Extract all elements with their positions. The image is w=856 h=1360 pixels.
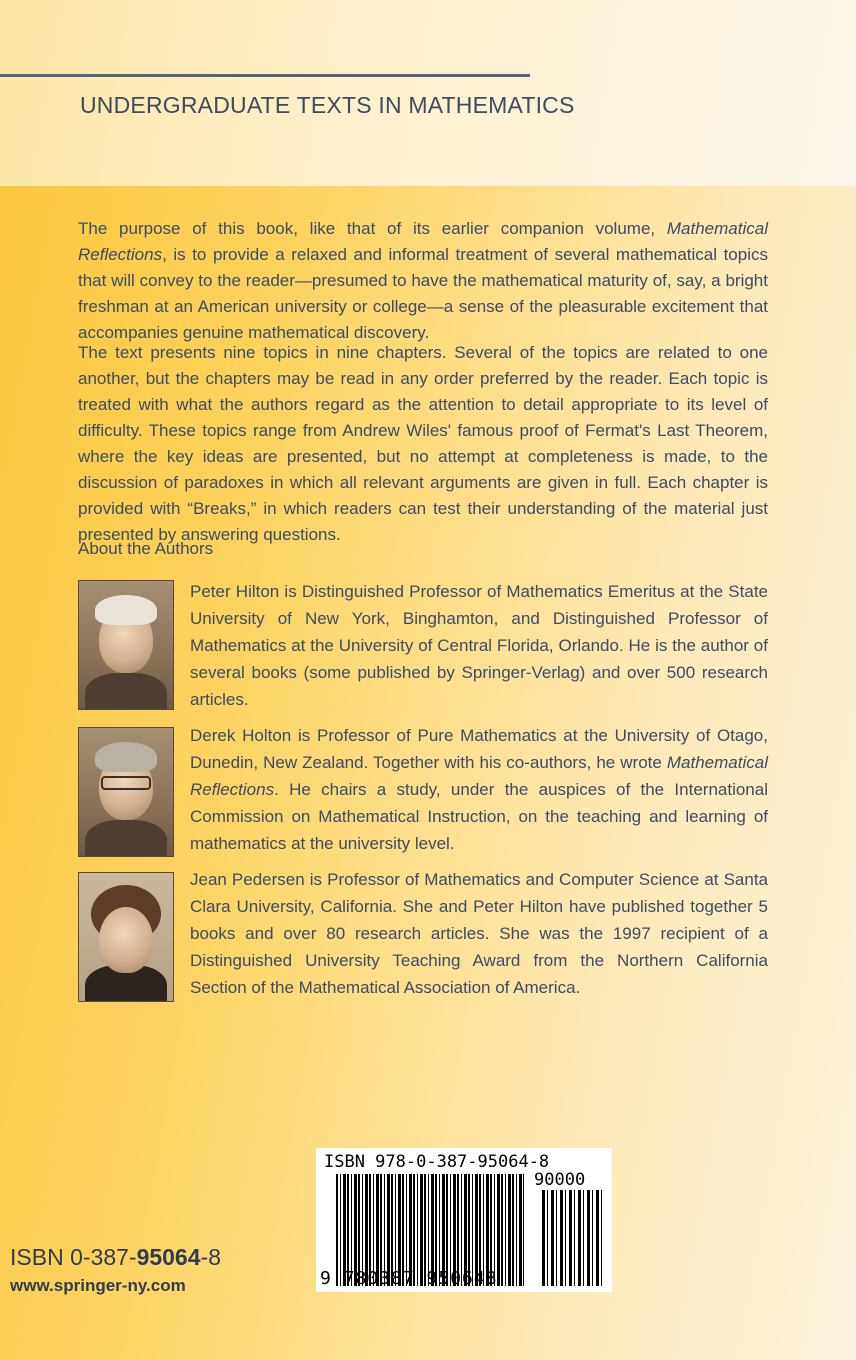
- about-authors-heading: About the Authors: [78, 539, 214, 558]
- author-bio-holton: [190, 722, 768, 857]
- holton-bio-end: . He chairs a study, under the auspices of the International Commission on Mathematical Instruction, on the teaching and learning of mathematics at the university level.: [190, 780, 768, 853]
- series-title: UNDERGRADUATE TEXTS IN MATHEMATICS: [80, 92, 575, 118]
- barcode-digits: 9 780387 950648: [320, 1268, 498, 1289]
- holton-bio-start: Derek Holton is Professor of Pure Mathematics at the University of Otago, Dunedin, New Zealand. Together with his co-authors, he wrote: [190, 726, 768, 772]
- barcode: [316, 1148, 612, 1292]
- header-rule: [0, 74, 530, 77]
- author-bio-hilton: Peter Hilton is Distinguished Professor of Mathematics Emeritus at the State University of New York, Binghamton, and Distinguished Professor of Mathematics at the University of Central Florida, Orlando. He is the author of several books (some published by Springer-Verlag) and over 500 research articles.: [190, 582, 768, 709]
- paragraph1-start: The purpose of this book, like that of its earlier companion volume,: [78, 219, 667, 238]
- author-bio-pedersen: Jean Pedersen is Professor of Mathematics and Computer Science at Santa Clara University, California. She and Peter Hilton have published together 5 books and over 80 research articles. She was the 1997 recipient of a Distinguished University Teaching Award from the Northern California Section of the Mathematical Association of America.: [190, 870, 768, 997]
- description-paragraph-1: [78, 216, 768, 346]
- paragraph1-end: , is to provide a relaxed and informal treatment of several mathematical topics that will convey to the reader—presumed to have the mathematical maturity of, say, a bright freshman at an American university or college—a sense of the pleasurable excitement that accompanies genuine mathematical discovery.: [78, 245, 768, 342]
- publisher-url: www.springer-ny.com: [10, 1276, 186, 1295]
- isbn-suffix: -8: [200, 1244, 221, 1270]
- author-photo-hilton: [78, 580, 174, 710]
- barcode-addon-bars: [542, 1190, 604, 1286]
- author-photo-pedersen: [78, 872, 174, 1002]
- barcode-addon-number: 90000: [534, 1170, 586, 1190]
- author-photo-holton: [78, 727, 174, 857]
- barcode-isbn-label: ISBN 978-0-387-95064-8: [324, 1152, 550, 1172]
- holton-book-title: Mathematical Reflections: [190, 753, 768, 799]
- description-paragraph-2: The text presents nine topics in nine chapters. Several of the topics are related to one another, but the chapters may be read in any order preferred by the reader. Each topic is treated with what the authors regard as the attention to detail appropriate to its level of difficulty. These topics range from Andrew Wiles' famous proof of Fermat's Last Theorem, where the key ideas are presented, but no attempt at completeness is made, to the discussion of paradoxes in which all relevant arguments are given in full. Each chapter is provided with “Breaks,” in which readers can test their understanding of the material just presented by answering questions.: [78, 343, 768, 544]
- companion-volume-title: Mathematical Reflections: [78, 219, 768, 264]
- isbn-bold-part: 95064: [136, 1244, 201, 1270]
- isbn-number: [10, 1244, 221, 1271]
- isbn-prefix: ISBN 0-387-: [10, 1244, 137, 1270]
